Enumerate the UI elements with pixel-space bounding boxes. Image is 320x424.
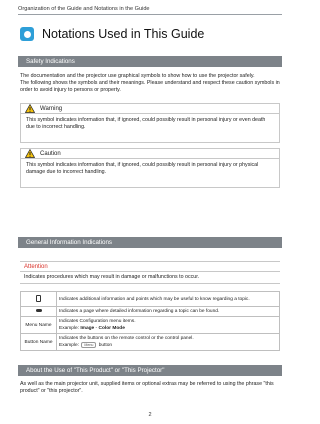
attention-label: Attention [20,262,280,272]
table-cell-desc: Indicates Configuration menu items. [59,319,136,324]
table-row [21,334,280,351]
warning-text: This symbol indicates information that, if ignored, could possibly result in personal injury or even death due to incorrect handling. [26,117,266,130]
warning-header [21,104,279,114]
table-row [21,317,280,334]
page-number: 2 [148,412,152,418]
product-text: As well as the main projector unit, supplied items or optional extras may be referred to using the phrase "this product" or "this projector". [20,381,274,394]
table-cell-example: Example: Menu button [59,343,113,348]
notation-table [20,291,280,351]
attention-text: Indicates procedures which may result in damage or malfunctions to occur. [24,274,200,280]
caution-text: This symbol indicates information that, if ignored, could possibly result in personal injury or physical damage due to incorrect handling. [26,162,259,175]
title-row [20,27,204,41]
memo-icon [36,295,41,302]
table-cell-desc: Indicates the buttons on the remote control or the control panel. [59,336,194,341]
running-header: Organization of the Guide and Notations in the Guide [18,6,150,12]
chapter-icon [20,27,34,41]
section-general-information: General Information Indications [18,237,282,248]
pointing-hand-icon [36,309,42,312]
safety-intro-line-1: The documentation and the projector use graphical symbols to show how to use the projector safely. [20,73,255,79]
warning-box [20,103,280,143]
table-row [21,307,280,317]
table-key-cell: Button Name [21,334,57,351]
caution-label: Caution [40,150,61,157]
section-safety-indications: Safety Indications [18,56,282,67]
caution-header [21,149,279,159]
header-rule [18,14,282,15]
attention-box [20,261,280,284]
warning-label: Warning [40,105,63,112]
menu-button-icon: Menu [81,342,96,348]
table-row [21,292,280,307]
table-cell: Indicates a page where detailed information regarding a topic can be found. [57,307,280,317]
safety-intro-line-2: The following shows the symbols and their meanings. Please understand and respect these caution symbols in order to avoid injury to persons or property. [20,80,280,93]
safety-intro [20,73,280,94]
table-key-cell: Menu Name [21,317,57,334]
warning-triangle-icon [25,104,35,113]
section-this-product: About the Use of "This Product" or "This Projector" [18,365,282,376]
page-title: Notations Used in This Guide [42,27,205,41]
caution-box [20,148,280,188]
caution-triangle-icon [25,149,35,158]
table-cell: Indicates additional information and points which may be useful to know regarding a topic. [57,292,280,307]
table-cell-example: Example: Image - Color Mode [59,326,125,331]
